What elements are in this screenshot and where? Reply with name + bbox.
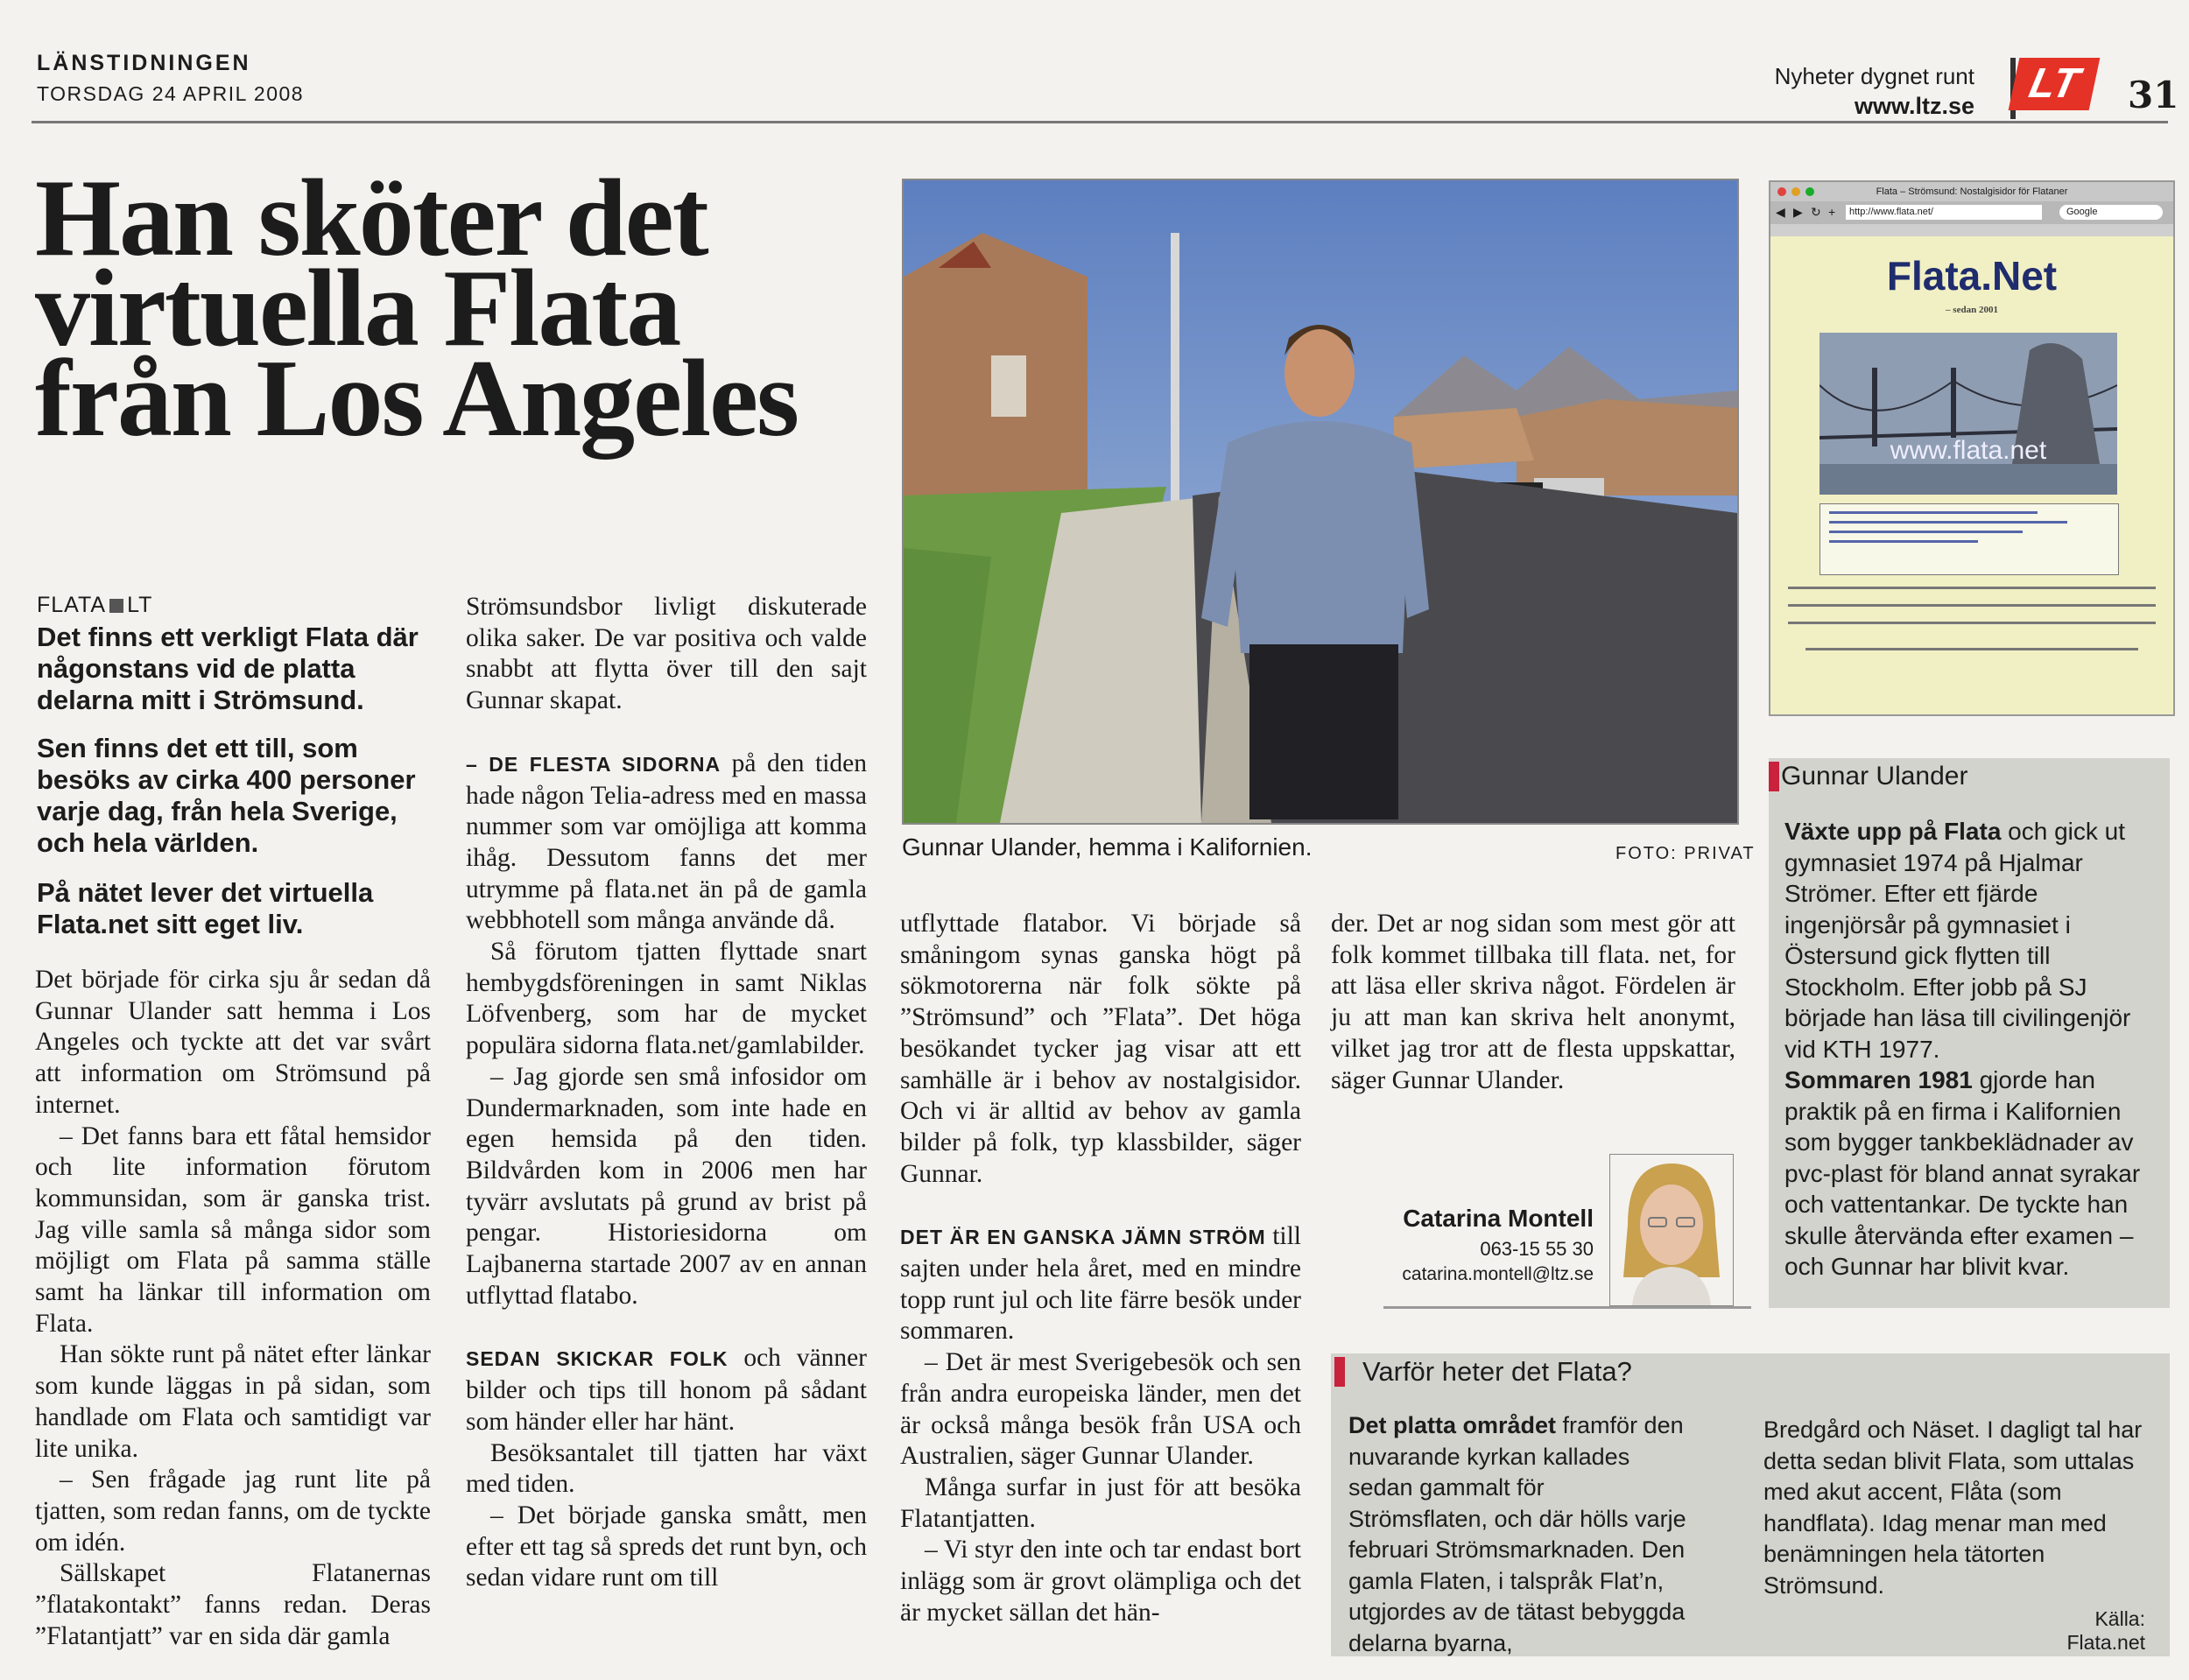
- site-url-link[interactable]: www.ltz.se: [1854, 93, 1974, 119]
- infobox-source: Källa: Flata.net: [2066, 1607, 2145, 1654]
- lt-logo: LT: [2009, 58, 2101, 110]
- paragraph: Det började för cirka sju år sedan då Gunnar Ulander satt hemma i Los Angeles och tyckte att det var svårt att information om Strömsund på internet.: [35, 966, 431, 1119]
- bookmarks-bar: [1770, 224, 2173, 236]
- byline-source: LT: [127, 593, 153, 617]
- zoom-icon: [1805, 187, 1814, 196]
- article-column-3: [900, 909, 1301, 1628]
- byline: [37, 593, 152, 618]
- masthead-rule: [32, 121, 2168, 123]
- browser-toolbar: [1770, 201, 2173, 224]
- infobox-marker: [1334, 1357, 1345, 1387]
- article-column-4: [1331, 909, 1735, 1096]
- paragraph: [466, 1343, 867, 1437]
- factbox-text-1: och gick ut gymnasiet 1974 på Hjalmar Strömer. Efter ett fjärde ingenjörsår på gymnasiet i Östersund gick flytten till Stockholm. Efter jobb på SJ började han läsa till civilingenjör vid KTH 1977.: [1784, 818, 2131, 1063]
- site-news-list: [1819, 503, 2119, 575]
- reload-icon: ↻: [1811, 205, 1821, 219]
- paragraph: [466, 749, 867, 937]
- ingress-1: Det finns ett verkligt Flata där någonstans vid de platta delarna mitt i Strömsund.: [37, 622, 419, 715]
- paragraph: Sällskapet Flatanernas ”flatakontakt” fanns redan. Deras ”Flatantjatt” var en sida där gamla: [35, 1559, 431, 1650]
- paragraph-text: på den tiden hade någon Telia-adress med en massa nummer som var omöjliga att komma ihåg. Dessutom fanns det mer utrymme på flata.net än på de gamla webbhotell som många använde då.: [466, 749, 868, 935]
- back-icon: ◀: [1776, 205, 1785, 219]
- byline-square-icon: [109, 599, 123, 613]
- paragraph: der. Det ar nog sidan som mest gör att folk kommet tillbaka till flata. net, for att läsa eller skriva något. Fördelen är ju att man kan skriva helt anonymt, vilket jag tror att de flesta uppskattar, säger Gunnar Ulander.: [1331, 910, 1735, 1094]
- paragraph: utflyttade flatabor. Vi började så småningom synas ganska högt på sökmotorerna när folk sökte på ”Strömsund” och ”Flata”. Det höga besökandet tycker jag visar att ett samhälle är i behov av nostalgisidor. Och vi är alltid av behov av gamla bilder på folk, typ klassbilder, säger Gunnar.: [900, 910, 1301, 1188]
- site-hero-image: [1819, 333, 2117, 495]
- article-column-2: [466, 592, 867, 1594]
- infobox-title: Varför heter det Flata?: [1362, 1356, 1632, 1387]
- bridge-illustration: [1819, 333, 2117, 495]
- byline-place: FLATA: [37, 593, 107, 617]
- subhead: – DE FLESTA SIDORNA: [466, 752, 721, 776]
- infobox-column-2: Bredgård och Näset. I dagligt tal har detta sedan blivit Flata, som uttalas med akut accent, Flåta (som handflata). Idag menar man med benämningen hela tätorten Strömsund.: [1763, 1416, 2143, 1599]
- author-portrait-illustration: [1610, 1155, 1733, 1305]
- minimize-icon: [1791, 187, 1800, 196]
- add-bookmark-icon: +: [1828, 205, 1836, 219]
- close-icon: [1777, 187, 1786, 196]
- paragraph: – Det började ganska smått, men efter ett tag så spreds det runt byn, och sedan vidare runt om till: [466, 1501, 867, 1592]
- infobox-lead: Det platta området: [1348, 1412, 1557, 1438]
- news-line: [1829, 521, 2067, 524]
- ingress-2: Sen finns det ett till, som besöks av cirka 400 personer varje dag, från hela Sverige, och hela världen.: [37, 733, 416, 858]
- factbox-title: Gunnar Ulander: [1781, 762, 1968, 791]
- site-text-line: [1805, 648, 2138, 650]
- author-avatar: [1609, 1154, 1734, 1306]
- paragraph: – Det fanns bara ett fåtal hemsidor och lite information förutom kommunsidan, som är ganska trist. Jag ville samla så många sidor som möjligt om Flata på samma ställe samt ha länkar till information om Flata.: [35, 1121, 431, 1338]
- author-phone: 063-15 55 30: [1480, 1238, 1594, 1260]
- subhead: SEDAN SKICKAR FOLK: [466, 1347, 728, 1371]
- address-bar: http://www.flata.net/: [1846, 205, 2042, 220]
- newspaper-name: LÄNSTIDNINGEN: [37, 51, 251, 75]
- photo-caption: Gunnar Ulander, hemma i Kalifornien.: [902, 833, 1313, 861]
- issue-date: TORSDAG 24 APRIL 2008: [37, 82, 305, 105]
- news-line: [1829, 511, 2038, 514]
- factbox-text-2: gjorde han praktik på en firma i Kalifornien som bygger tankbeklädnader av pvc-plast för bland annat syrakar och vattentankar. De tyckte han skulle återvända efter examen – och Gunnar har blivit kvar.: [1784, 1066, 2141, 1280]
- paragraph: – Jag gjorde sen små infosidor om Dundermarknaden, som inte hade en egen hemsida på den tiden. Bildvården kom in 2006 men har tyvärr avslutats på grund av brist på pengar. Historiesidorna om Lajbanerna startade 2007 av en annan utflyttad flatabo.: [466, 1062, 867, 1310]
- subhead: DET ÄR EN GANSKA JÄMN STRÖM: [900, 1226, 1266, 1249]
- factbox-lead-2: Sommaren 1981: [1784, 1066, 1973, 1093]
- paragraph: Besöksantalet till tjatten har växt med tiden.: [466, 1438, 867, 1499]
- headline: Han sköter det virtuella Flata från Los Angeles: [35, 158, 799, 460]
- hero-image-text: www.flata.net: [1890, 436, 2047, 465]
- site-text-line: [1788, 622, 2156, 624]
- paragraph: Han sökte runt på nätet efter länkar som kunde läggas in på sidan, som handlade om Flata och samtidigt var lite unika.: [35, 1340, 431, 1463]
- search-field: Google: [2059, 205, 2163, 220]
- site-text-line: [1788, 604, 2156, 607]
- paragraph: Många surfar in just för att besöka Flatantjatten.: [900, 1473, 1301, 1533]
- paragraph: – Det är mest Sverigebesök och sen från andra europeiska länder, men det är också många besök från USA och Australien, säger Gunnar Ulander.: [900, 1348, 1301, 1471]
- article-column-1: [35, 965, 431, 1652]
- infobox-text-1: framför den nuvarande kyrkan kallades sedan gammalt för Strömsflaten, och där hölls varje februari Strömsmarknaden. Den gamla Flaten, i talspråk Flat’n, utgjordes av de tätast bebyggda delarna byarna,: [1348, 1412, 1686, 1656]
- paragraph: Så förutom tjatten flyttade snart hembygdsföreningen in samt Niklas Löfvenberg, som har de mycket populära sidorna flata.net/gamlabilder.: [466, 938, 867, 1060]
- main-photo: [902, 179, 1739, 825]
- news-line: [1829, 540, 1978, 543]
- ingress-3: På nätet lever det virtuella Flata.net sitt eget liv.: [37, 877, 374, 939]
- browser-window-title: Flata – Strömsund: Nostalgisidor för Flataner: [1876, 186, 2068, 197]
- author-name: Catarina Montell: [1403, 1205, 1594, 1232]
- factbox-body: [1784, 816, 2157, 1283]
- site-title: Flata.Net: [1886, 253, 2058, 299]
- photo-credit: FOTO: PRIVAT: [1615, 844, 1756, 863]
- page-number: 31: [2128, 74, 2179, 116]
- factbox-marker: [1769, 762, 1779, 791]
- browser-titlebar: [1770, 182, 2173, 201]
- news-line: [1829, 531, 2023, 533]
- paragraph: – Sen frågade jag runt lite på tjatten, som redan fanns, om de tyckte om idén.: [35, 1466, 431, 1557]
- site-subtitle: – sedan 2001: [1946, 305, 1998, 315]
- tagline-text: Nyheter dygnet runt: [1774, 63, 1974, 89]
- author-email[interactable]: catarina.montell@ltz.se: [1402, 1264, 1594, 1284]
- paragraph: Strömsundsbor livligt diskuterade olika saker. De var positiva och valde snabbt att flytta över till den sajt Gunnar skapat.: [466, 593, 867, 715]
- masthead-tagline: [1646, 61, 1974, 121]
- paragraph: [900, 1221, 1301, 1347]
- page-canvas: [1770, 236, 2173, 714]
- site-text-line: [1788, 587, 2156, 589]
- website-screenshot: [1769, 180, 2175, 716]
- paragraph-text: och vänner bilder och tips till honom på sådant som händer eller har hänt.: [466, 1344, 868, 1436]
- infobox-column-1: [1348, 1410, 1690, 1659]
- factbox-lead-1: Växte upp på Flata: [1784, 818, 2002, 845]
- photo-illustration: [904, 180, 1737, 823]
- paragraph: – Vi styr den inte och tar endast bort inlägg som är grovt olämpliga och det är mycket sällan det hän-: [900, 1536, 1301, 1627]
- forward-icon: ▶: [1793, 205, 1803, 219]
- paragraph-text: till sajten under hela året, med en mindre topp runt jul och lite färre besök under sommaren.: [900, 1222, 1301, 1346]
